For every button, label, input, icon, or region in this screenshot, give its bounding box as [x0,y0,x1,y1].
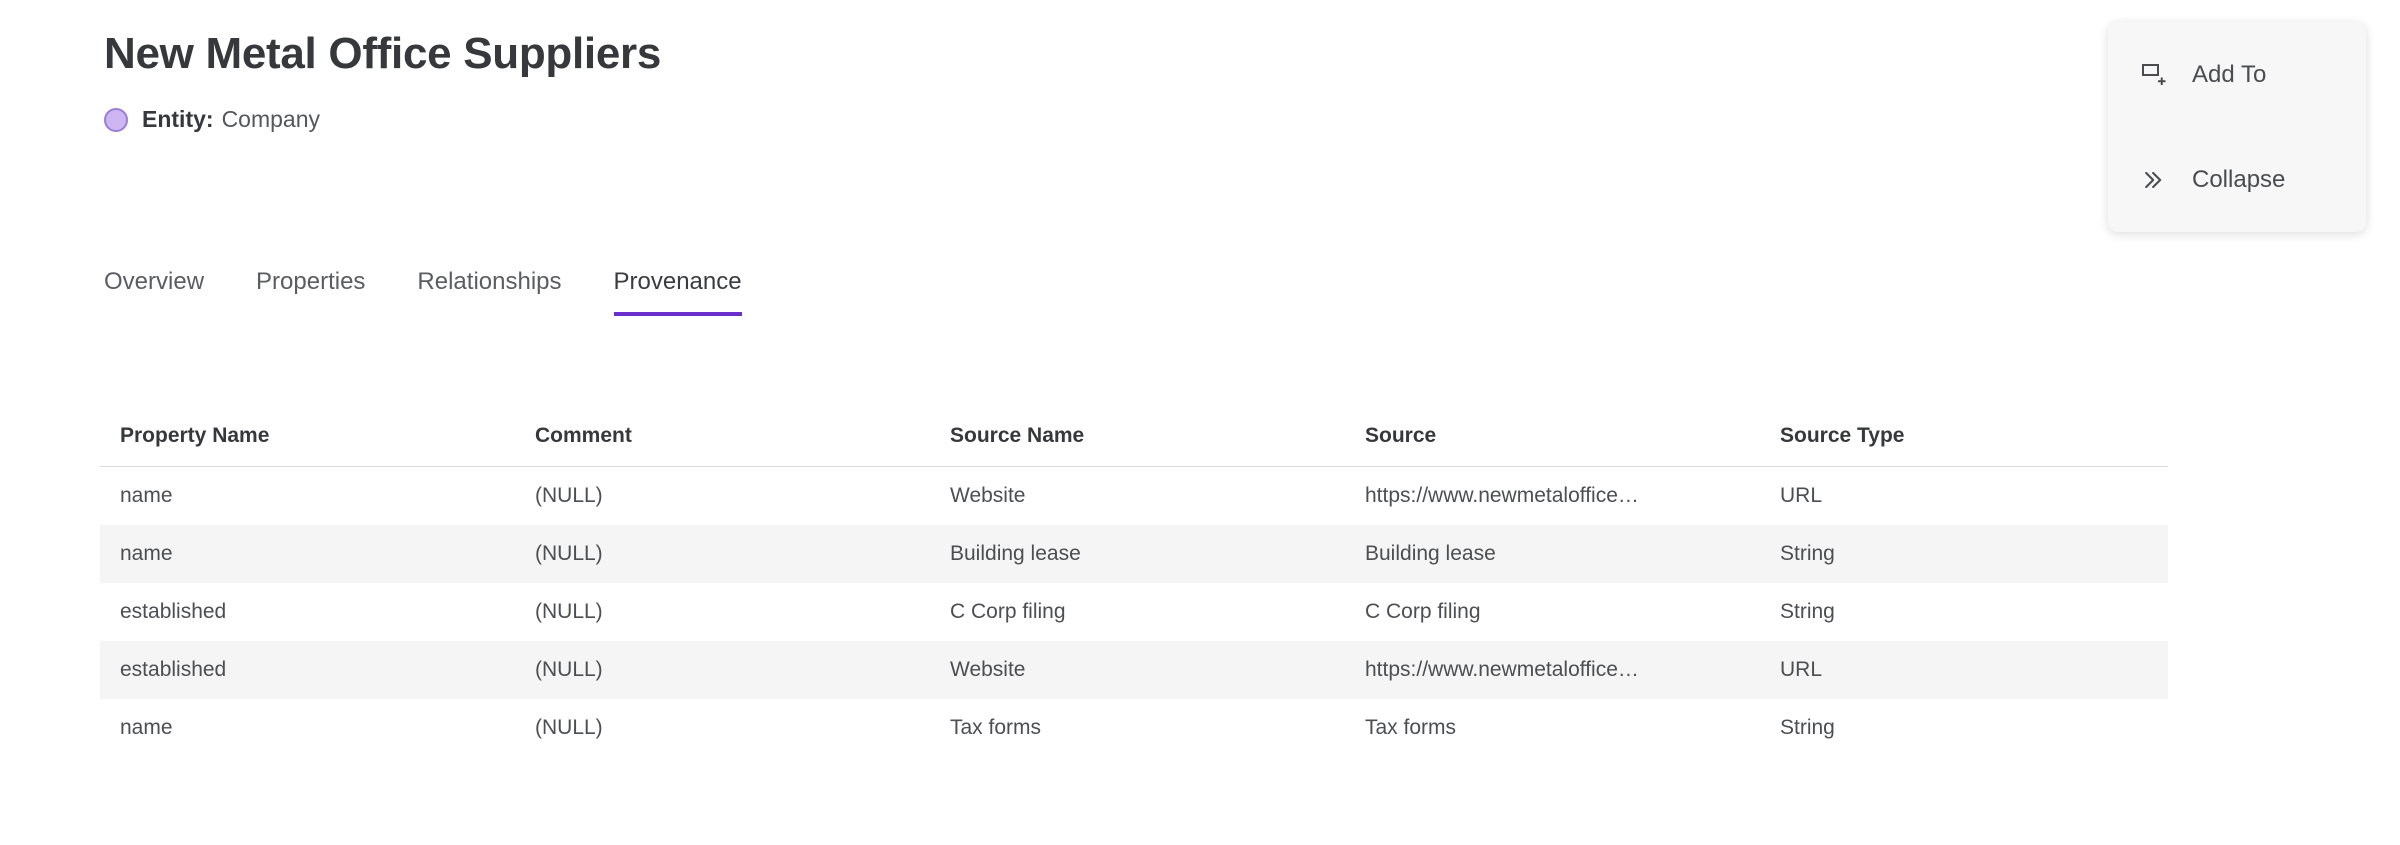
add-to-button[interactable] [2108,22,2366,127]
cell-source-name: Tax forms [950,716,1042,739]
cell-property-name: name [120,484,173,507]
table-row[interactable] [100,699,2168,757]
entity-type-value: Company [221,106,320,133]
cell-source: C Corp filing [1365,600,1481,623]
add-to-label: Add To [2192,60,2267,88]
add-to-icon [2138,60,2178,90]
cell-source-type: URL [1780,484,1823,507]
cell-source-type: String [1780,542,1835,565]
column-header-comment[interactable]: Comment [515,424,930,467]
entity-type-label: Entity: [142,106,214,133]
table-row[interactable] [100,467,2168,526]
cell-property-name: name [120,542,173,565]
cell-comment: (NULL) [535,484,603,507]
cell-property-name: established [120,658,227,681]
tab-overview[interactable]: Overview [104,268,205,295]
column-header-source-type[interactable]: Source Type [1760,424,2168,467]
tab-provenance[interactable]: Provenance [614,268,742,316]
column-header-source[interactable]: Source [1345,424,1760,467]
entity-tabs [104,268,794,316]
cell-comment: (NULL) [535,658,603,681]
tab-relationships[interactable]: Relationships [417,268,562,295]
cell-property-name: established [120,600,227,623]
cell-comment: (NULL) [535,716,603,739]
page-title: New Metal Office Suppliers [104,29,662,78]
cell-source: https://www.newmetaloffice… [1365,658,1639,681]
cell-comment: (NULL) [535,542,603,565]
entity-type-dot-icon [104,108,128,132]
tab-properties[interactable]: Properties [256,268,366,295]
cell-source-name: C Corp filing [950,600,1066,623]
collapse-button[interactable] [2108,127,2366,232]
collapse-label: Collapse [2192,165,2286,193]
chevron-double-right-icon [2138,166,2178,194]
cell-property-name: name [120,716,173,739]
entity-header [104,30,1704,133]
provenance-table-container [100,424,2168,757]
cell-source: Building lease [1365,542,1496,565]
column-header-property-name[interactable]: Property Name [100,424,515,467]
cell-comment: (NULL) [535,600,603,623]
floating-action-panel [2108,22,2366,232]
table-row[interactable] [100,641,2168,699]
cell-source-type: URL [1780,658,1823,681]
cell-source-type: String [1780,600,1835,623]
column-header-source-name[interactable]: Source Name [930,424,1345,467]
cell-source-name: Website [950,658,1026,681]
table-row[interactable] [100,525,2168,583]
table-header-row [100,424,2168,467]
cell-source: https://www.newmetaloffice… [1365,484,1639,507]
entity-type-row [104,106,1704,133]
cell-source-name: Website [950,484,1026,507]
provenance-table [100,424,2168,757]
cell-source: Tax forms [1365,716,1457,739]
cell-source-type: String [1780,716,1835,739]
cell-source-name: Building lease [950,542,1081,565]
table-row[interactable] [100,583,2168,641]
